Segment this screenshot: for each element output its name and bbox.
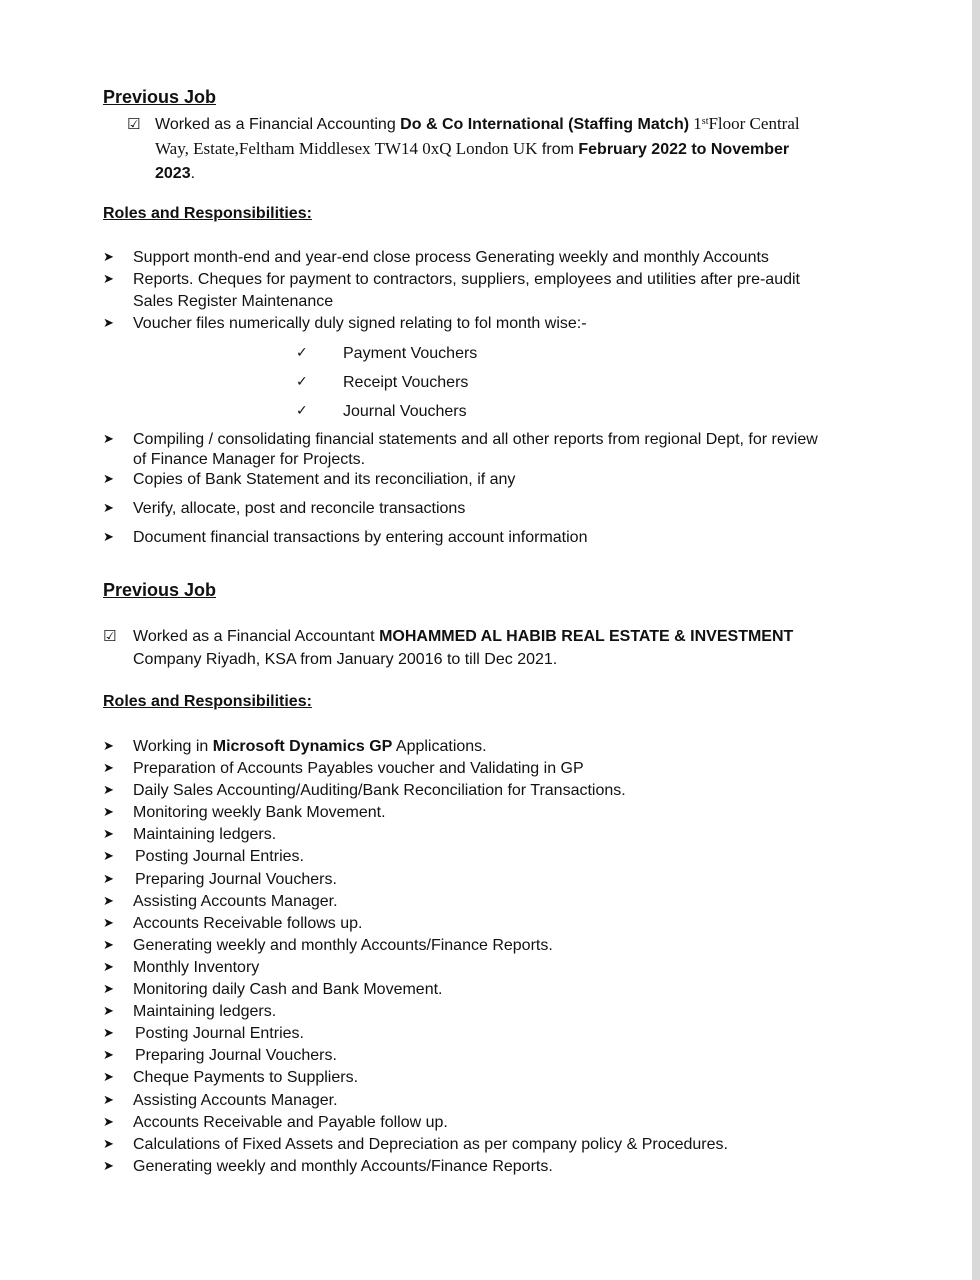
company-location: Company Riyadh, KSA from January 20016 to till Dec 2021. (133, 651, 558, 668)
arrowhead-bullet-icon: ➤ (103, 893, 114, 909)
list-item: ➤ Generating weekly and monthly Accounts/Finance Reports. (103, 935, 863, 957)
arrowhead-bullet-icon: ➤ (103, 849, 114, 865)
job2-bullets (103, 736, 863, 1178)
arrowhead-bullet-icon: ➤ (103, 761, 114, 777)
arrowhead-bullet-icon: ➤ (103, 959, 114, 975)
check-mark-icon: ✓ (296, 403, 308, 419)
address-line-1: Floor Central (708, 114, 800, 133)
arrowhead-bullet-icon: ➤ (103, 1092, 114, 1108)
arrowhead-bullet-icon: ➤ (103, 915, 114, 931)
floor-suffix: st (701, 116, 709, 127)
arrowhead-bullet-icon: ➤ (103, 272, 114, 287)
voucher-list (296, 339, 477, 426)
list-item: ➤ Assisting Accounts Manager. (103, 1090, 863, 1112)
list-item: ➤ Generating weekly and monthly Accounts/Finance Reports. (103, 1156, 863, 1178)
arrowhead-bullet-icon: ➤ (103, 739, 114, 754)
list-item: ➤ Monitoring daily Cash and Bank Movement. (103, 979, 863, 1001)
list-item: ➤ Monthly Inventory (103, 957, 863, 979)
job1-bullets-a (103, 247, 863, 335)
arrowhead-bullet-icon: ➤ (103, 250, 114, 265)
arrowhead-bullet-icon: ➤ (103, 1026, 114, 1042)
arrowhead-bullet-icon: ➤ (103, 1158, 114, 1174)
list-item: ➤ Posting Journal Entries. (103, 846, 863, 868)
list-item: ➤ Assisting Accounts Manager. (103, 891, 863, 913)
arrowhead-bullet-icon: ➤ (103, 1114, 114, 1130)
check-mark-icon: ✓ (296, 374, 308, 390)
arrowhead-bullet-icon: ➤ (103, 827, 114, 843)
arrowhead-bullet-icon: ➤ (103, 1136, 114, 1152)
job1-bullets-b (103, 430, 863, 548)
list-item: ➤ Monitoring weekly Bank Movement. (103, 802, 863, 824)
list-item: ✓ Payment Vouchers (296, 339, 477, 368)
arrowhead-bullet-icon: ➤ (103, 472, 114, 487)
job2-intro-text (133, 625, 863, 671)
list-item: ➤ Document financial transactions by entering account information (103, 529, 588, 546)
page-edge-shadow (972, 0, 980, 1280)
roles-heading: Roles and Responsibilities: (103, 693, 312, 710)
period: . (190, 165, 196, 182)
list-item: ➤ Reports. Cheques for payment to contractors, suppliers, employees and utilities after pre-audit Sales Register Maintenance (103, 271, 800, 310)
list-item: ➤ Working in Microsoft Dynamics GP Applications. (103, 736, 863, 758)
list-item: ➤ Maintaining ledgers. (103, 824, 863, 846)
arrowhead-bullet-icon: ➤ (103, 937, 114, 953)
arrowhead-bullet-icon: ➤ (103, 1004, 114, 1020)
list-item: ➤ Maintaining ledgers. (103, 1001, 863, 1023)
list-item: ➤ Posting Journal Entries. (103, 1023, 863, 1045)
company-name: MOHAMMED AL HABIB REAL ESTATE & INVESTMENT (379, 628, 794, 645)
from-text: from (537, 141, 579, 158)
checkbox-checked-icon: ☑ (103, 627, 117, 645)
arrowhead-bullet-icon: ➤ (103, 501, 114, 516)
floor-number: 1 (689, 114, 702, 133)
company-name: Do & Co International (Staffing Match) (400, 116, 690, 133)
arrowhead-bullet-icon: ➤ (103, 316, 114, 331)
check-mark-icon: ✓ (296, 345, 308, 361)
list-item: ✓ Journal Vouchers (296, 397, 477, 426)
list-item: ➤ Preparing Journal Vouchers. (103, 869, 863, 891)
date-range: February 2022 to November (578, 141, 790, 158)
previous-job-heading: Previous Job (103, 580, 217, 600)
arrowhead-bullet-icon: ➤ (103, 1070, 114, 1086)
arrowhead-bullet-icon: ➤ (103, 805, 114, 821)
list-item: ✓ Receipt Vouchers (296, 368, 477, 397)
arrowhead-bullet-icon: ➤ (103, 982, 114, 998)
list-item: ➤ Daily Sales Accounting/Auditing/Bank Reconciliation for Transactions. (103, 780, 863, 802)
list-item: ➤ Cheque Payments to Suppliers. (103, 1067, 863, 1089)
intro-text: Worked as a Financial Accountant (133, 628, 380, 645)
list-item: ➤ Calculations of Fixed Assets and Depreciation as per company policy & Procedures. (103, 1134, 863, 1156)
checkbox-checked-icon: ☑ (127, 115, 141, 133)
arrowhead-bullet-icon: ➤ (103, 432, 114, 447)
arrowhead-bullet-icon: ➤ (103, 1048, 114, 1064)
list-item: ➤ Verify, allocate, post and reconcile transactions (103, 500, 466, 517)
previous-job-heading: Previous Job (103, 87, 217, 107)
list-item: ➤ Preparing Journal Vouchers. (103, 1045, 863, 1067)
list-item: ➤ Voucher files numerically duly signed relating to fol month wise:- (103, 313, 863, 335)
list-item: ➤ Accounts Receivable follows up. (103, 913, 863, 935)
list-item: ➤ Compiling / consolidating financial statements and all other reports from regional Dept, for review of Finance Manager for Projects. (103, 431, 818, 468)
list-item: ➤ Copies of Bank Statement and its reconciliation, if any (103, 471, 516, 488)
arrowhead-bullet-icon: ➤ (103, 871, 114, 887)
arrowhead-bullet-icon: ➤ (103, 783, 114, 799)
roles-heading: Roles and Responsibilities: (103, 205, 312, 222)
date-range-end: 2023 (155, 165, 191, 182)
intro-text: Worked as a Financial Accounting (155, 116, 401, 133)
list-item: ➤ Preparation of Accounts Payables voucher and Validating in GP (103, 758, 863, 780)
address-line-2: Way, Estate,Feltham Middlesex TW14 0xQ London UK (155, 139, 538, 158)
list-item: ➤ Support month-end and year-end close process Generating weekly and monthly Accounts (103, 247, 863, 269)
job1-intro-text (155, 112, 867, 186)
list-item: ➤ Accounts Receivable and Payable follow up. (103, 1112, 863, 1134)
arrowhead-bullet-icon: ➤ (103, 530, 114, 545)
